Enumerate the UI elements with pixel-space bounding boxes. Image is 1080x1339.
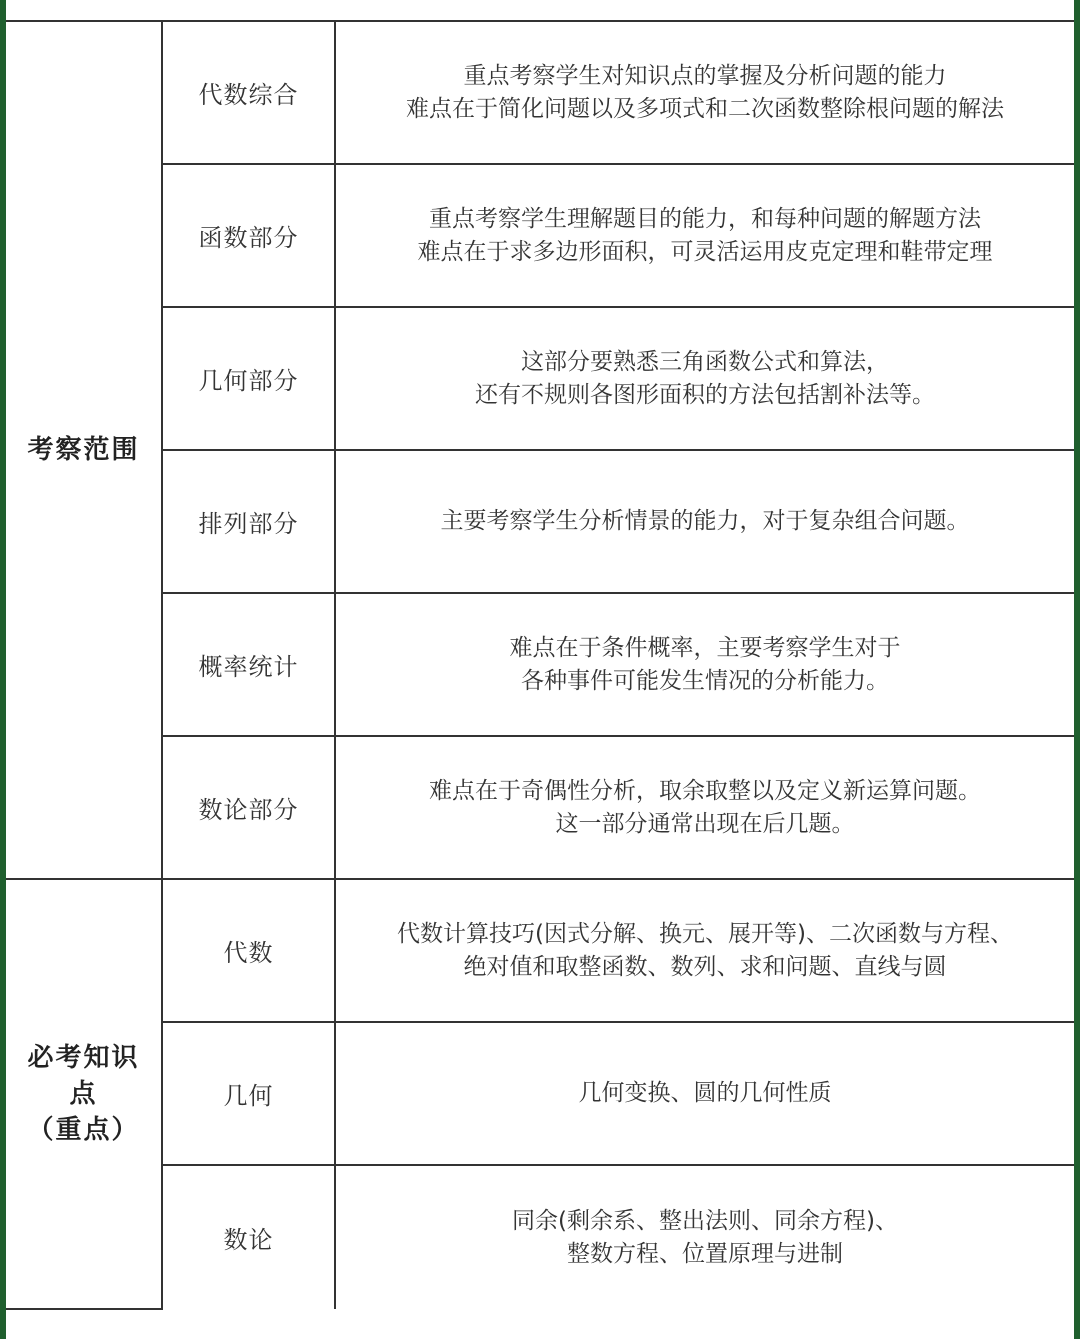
- topic-cell: 排列部分: [162, 450, 335, 593]
- top-strip: [6, 0, 1074, 20]
- table-row: [6, 736, 1074, 879]
- description-line: 难点在于奇偶性分析，取余取整以及定义新运算问题。: [429, 777, 981, 804]
- topic-cell: 几何部分: [162, 307, 335, 450]
- topic-cell: 数论部分: [162, 736, 335, 879]
- section-label-scope: 考察范围: [6, 21, 162, 879]
- description-line: 几何变换、圆的几何性质: [578, 1080, 832, 1106]
- description-cell: [335, 879, 1074, 1022]
- description-cell: [335, 21, 1074, 164]
- table-row: [6, 307, 1074, 450]
- topic-cell: 几何: [162, 1022, 335, 1165]
- description-line: 这部分要熟悉三角函数公式和算法，: [521, 348, 889, 375]
- description-cell: [335, 164, 1074, 307]
- description-line: 各种事件可能发生情况的分析能力。: [521, 667, 889, 694]
- description-line: 整数方程、位置原理与进制: [567, 1240, 843, 1267]
- description-line: 代数计算技巧(因式分解、换元、展开等)、二次函数与方程、: [397, 920, 1013, 947]
- description-line: 重点考察学生理解题目的能力，和每种问题的解题方法: [429, 205, 981, 232]
- table-row: [6, 879, 1074, 1022]
- description-cell: [335, 450, 1074, 593]
- section-label-key-points: [6, 879, 162, 1309]
- section-label-line: 点: [69, 1079, 98, 1109]
- description-cell: [335, 307, 1074, 450]
- syllabus-table: [6, 20, 1074, 1310]
- table-row: [6, 1165, 1074, 1309]
- description-cell: [335, 736, 1074, 879]
- topic-cell: 数论: [162, 1165, 335, 1309]
- description-line: 主要考察学生分析情景的能力，对于复杂组合问题。: [440, 508, 970, 534]
- topic-cell: 概率统计: [162, 593, 335, 736]
- topic-cell: 代数综合: [162, 21, 335, 164]
- description-line: 还有不规则各图形面积的方法包括割补法等。: [475, 381, 935, 408]
- table-row: [6, 1022, 1074, 1165]
- table-row: [6, 450, 1074, 593]
- description-line: 绝对值和取整函数、数列、求和问题、直线与圆: [463, 953, 947, 980]
- topic-cell: 代数: [162, 879, 335, 1022]
- description-cell: [335, 1165, 1074, 1309]
- description-line: 重点考察学生对知识点的掌握及分析问题的能力: [463, 62, 947, 89]
- table-row: [6, 21, 1074, 164]
- table-row: [6, 164, 1074, 307]
- description-line: 难点在于条件概率，主要考察学生对于: [509, 634, 901, 661]
- topic-cell: 函数部分: [162, 164, 335, 307]
- description-line: 难点在于求多边形面积，可灵活运用皮克定理和鞋带定理: [417, 238, 993, 265]
- section-label-line: （重点）: [27, 1115, 140, 1145]
- description-cell: [335, 593, 1074, 736]
- section-label-line: 必考知识: [27, 1043, 140, 1073]
- description-line: 这一部分通常出现在后几题。: [555, 810, 855, 837]
- table-row: [6, 593, 1074, 736]
- description-line: 同余(剩余系、整出法则、同余方程)、: [512, 1207, 898, 1234]
- description-line: 难点在于简化问题以及多项式和二次函数整除根问题的解法: [406, 95, 1004, 122]
- description-cell: [335, 1022, 1074, 1165]
